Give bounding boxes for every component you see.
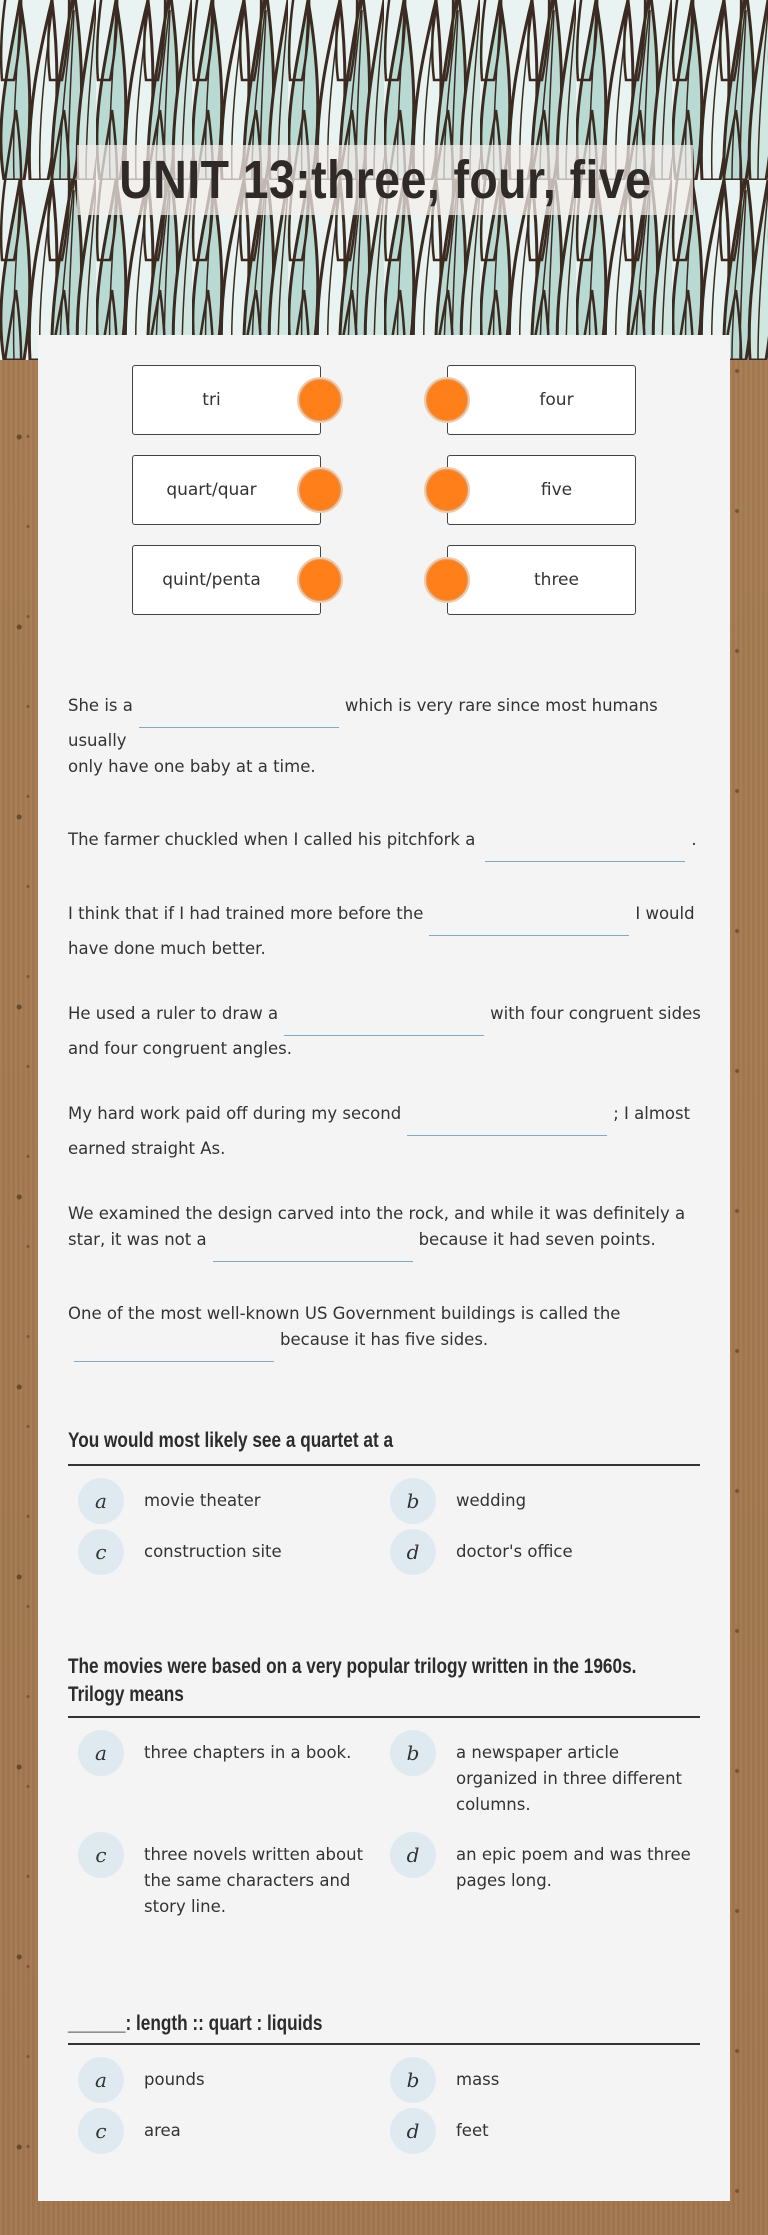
option-1c[interactable] bbox=[78, 1529, 388, 1575]
match-label: quart/quar bbox=[166, 480, 257, 500]
option-text: pounds bbox=[144, 2070, 205, 2089]
answer-blank[interactable] bbox=[213, 1240, 413, 1262]
option-1b[interactable] bbox=[390, 1478, 700, 1524]
match-label: five bbox=[540, 480, 573, 500]
option-letter-a: a bbox=[78, 1730, 124, 1776]
match-connector-dot[interactable] bbox=[297, 377, 343, 423]
match-connector-dot[interactable] bbox=[424, 377, 470, 423]
match-item-right-2[interactable] bbox=[447, 455, 636, 525]
option-letter-b: b bbox=[390, 1478, 436, 1524]
fill-in-sentence-7 bbox=[68, 1301, 708, 1362]
option-letter-c: c bbox=[78, 1529, 124, 1575]
match-item-left-3[interactable] bbox=[132, 545, 321, 615]
option-1d[interactable] bbox=[390, 1529, 700, 1575]
sentence-text: The farmer chuckled when I called his pitchfork a bbox=[68, 830, 476, 849]
sentence-text: because it had seven points. bbox=[418, 1230, 656, 1249]
option-3d[interactable] bbox=[390, 2108, 700, 2154]
fill-in-sentence-2 bbox=[68, 827, 708, 862]
option-text: a newspaper article organized in three different columns. bbox=[456, 1743, 683, 1814]
prompt-line: The movies were based on a very popular trilogy written in the 1960s. bbox=[68, 1655, 637, 1678]
fill-in-sentence-5 bbox=[68, 1101, 708, 1162]
fill-in-sentence-1 bbox=[68, 693, 708, 754]
answer-blank[interactable] bbox=[74, 1340, 274, 1362]
option-letter-d: d bbox=[390, 2108, 436, 2154]
option-letter-d: d bbox=[390, 1832, 436, 1878]
title-band bbox=[77, 145, 693, 215]
option-letter-a: a bbox=[78, 1478, 124, 1524]
option-3b[interactable] bbox=[390, 2057, 700, 2103]
sentence-text: I would have done much better. bbox=[68, 904, 695, 958]
option-letter-b: b bbox=[390, 2057, 436, 2103]
match-connector-dot[interactable] bbox=[424, 557, 470, 603]
option-text: an epic poem and was three pages long. bbox=[456, 1845, 691, 1890]
option-text: three chapters in a book. bbox=[144, 1743, 352, 1762]
match-label: tri bbox=[202, 390, 221, 410]
match-item-right-1[interactable] bbox=[447, 365, 636, 435]
fill-in-sentence-1-continued bbox=[68, 754, 708, 780]
sentence-text: because it has five sides. bbox=[280, 1330, 489, 1349]
option-letter-d: d bbox=[390, 1529, 436, 1575]
match-connector-dot[interactable] bbox=[424, 467, 470, 513]
match-label: quint/penta bbox=[162, 570, 261, 590]
option-text: mass bbox=[456, 2070, 500, 2089]
match-item-left-1[interactable] bbox=[132, 365, 321, 435]
option-letter-b: b bbox=[390, 1730, 436, 1776]
fill-in-sentence-6 bbox=[68, 1201, 708, 1262]
option-2d[interactable] bbox=[390, 1832, 700, 1894]
match-item-right-3[interactable] bbox=[447, 545, 636, 615]
answer-blank[interactable] bbox=[139, 706, 339, 728]
sentence-text: . bbox=[691, 830, 697, 849]
sentence-text: with four congruent sides and four congruent angles. bbox=[68, 1004, 701, 1058]
answer-blank[interactable] bbox=[429, 914, 629, 936]
sentence-text: which is very rare since most humans usually bbox=[68, 696, 658, 750]
match-connector-dot[interactable] bbox=[297, 467, 343, 513]
option-text: construction site bbox=[144, 1542, 282, 1561]
divider bbox=[68, 2043, 700, 2045]
sentence-text: My hard work paid off during my second bbox=[68, 1104, 402, 1123]
match-connector-dot[interactable] bbox=[297, 557, 343, 603]
answer-blank[interactable] bbox=[284, 1014, 484, 1036]
divider bbox=[68, 1716, 700, 1718]
option-3a[interactable] bbox=[78, 2057, 388, 2103]
page-title: UNIT 13:three, four, five bbox=[118, 150, 652, 210]
prompt-line: Trilogy means bbox=[68, 1683, 184, 1706]
sentence-text: One of the most well-known US Government buildings is called the bbox=[68, 1304, 621, 1323]
option-letter-c: c bbox=[78, 2108, 124, 2154]
option-text: movie theater bbox=[144, 1491, 261, 1510]
option-text: area bbox=[144, 2121, 181, 2140]
option-letter-c: c bbox=[78, 1832, 124, 1878]
sentence-text: ; I almost earned straight As. bbox=[68, 1104, 691, 1158]
option-2b[interactable] bbox=[390, 1730, 700, 1818]
option-1a[interactable] bbox=[78, 1478, 388, 1524]
question-1-prompt: You would most likely see a quartet at a bbox=[68, 1429, 394, 1452]
sentence-text: He used a ruler to draw a bbox=[68, 1004, 279, 1023]
header-banner bbox=[0, 0, 768, 360]
question-3-prompt: ______: length :: quart : liquids bbox=[68, 2012, 323, 2035]
option-text: feet bbox=[456, 2121, 489, 2140]
fill-in-sentence-3 bbox=[68, 901, 708, 962]
divider bbox=[68, 1464, 700, 1466]
match-item-left-2[interactable] bbox=[132, 455, 321, 525]
worksheet-panel bbox=[38, 335, 730, 2201]
option-2c[interactable] bbox=[78, 1832, 388, 1920]
option-text: three novels written about the same characters and story line. bbox=[144, 1845, 364, 1916]
option-3c[interactable] bbox=[78, 2108, 388, 2154]
answer-blank[interactable] bbox=[485, 840, 685, 862]
match-label: four bbox=[539, 390, 574, 410]
option-text: wedding bbox=[456, 1491, 527, 1510]
fill-in-sentence-4 bbox=[68, 1001, 708, 1062]
option-2a[interactable] bbox=[78, 1730, 388, 1776]
question-2-prompt bbox=[68, 1653, 708, 1709]
sentence-text: only have one baby at a time. bbox=[68, 757, 316, 776]
option-letter-a: a bbox=[78, 2057, 124, 2103]
sentence-text: She is a bbox=[68, 696, 133, 715]
sentence-text: I think that if I had trained more before the bbox=[68, 904, 424, 923]
match-label: three bbox=[534, 570, 579, 590]
option-text: doctor's office bbox=[456, 1542, 573, 1561]
answer-blank[interactable] bbox=[407, 1114, 607, 1136]
sentence-text: We examined the design carved into the rock, and while it was definitely a star, it was not a bbox=[68, 1204, 686, 1249]
